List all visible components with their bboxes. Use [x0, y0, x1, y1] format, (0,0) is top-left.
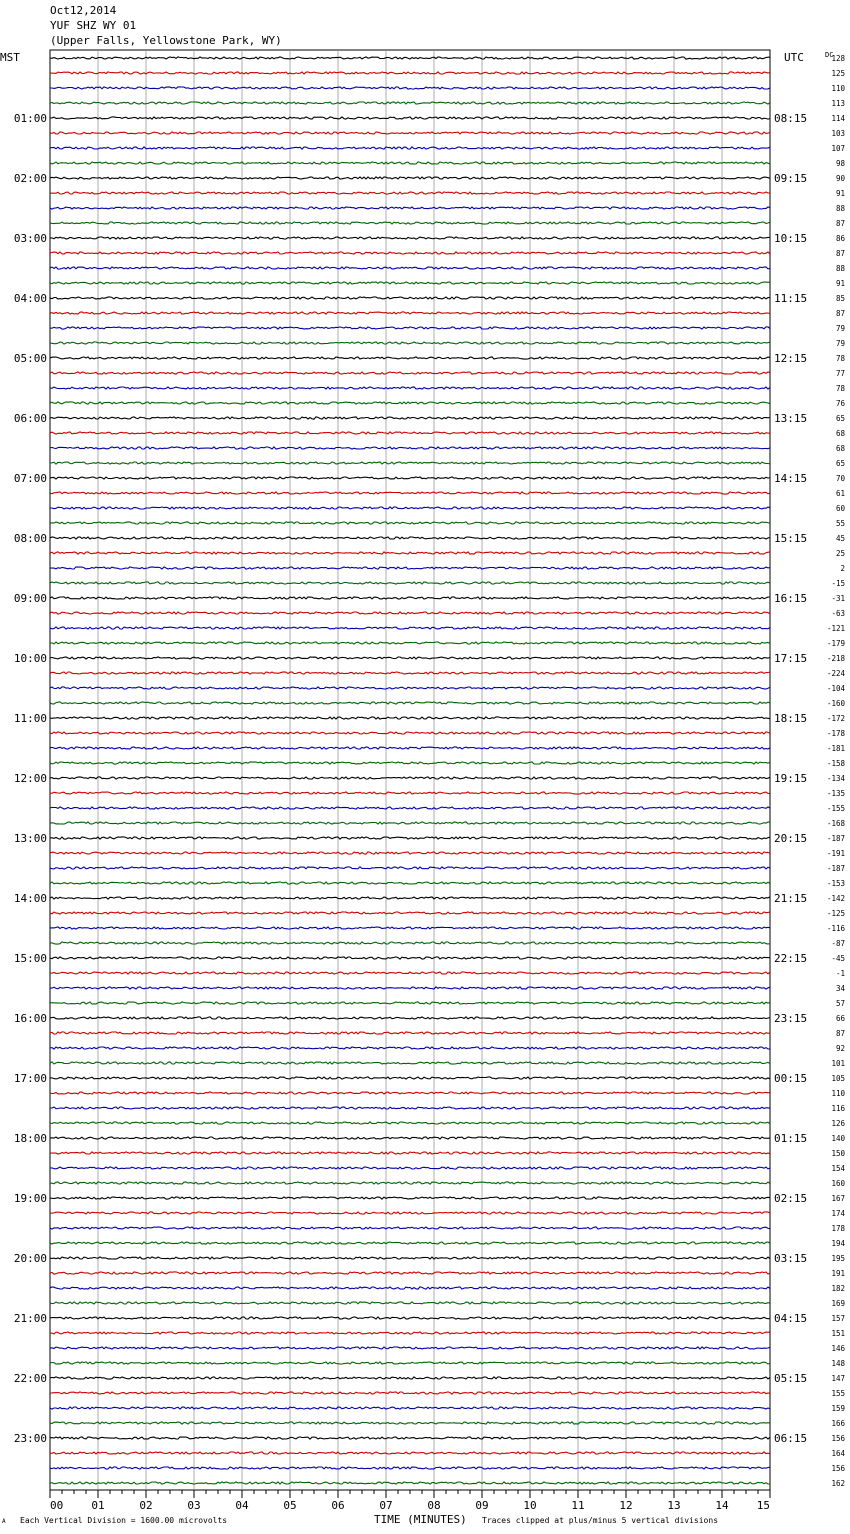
trace-line	[50, 372, 770, 374]
x-tick-label: 00	[50, 1499, 64, 1512]
trace-line	[50, 612, 770, 614]
x-axis-title: TIME (MINUTES)	[374, 1513, 467, 1526]
trace-line	[50, 207, 770, 209]
dc-offset-label: -191	[826, 849, 845, 858]
dc-offset-label: 45	[835, 534, 845, 543]
dc-offset-label: -178	[826, 729, 845, 738]
left-hour-label: 23:00	[13, 1432, 47, 1445]
trace-line	[50, 1047, 770, 1049]
plot-frame	[50, 50, 770, 1490]
trace-line	[50, 1167, 770, 1169]
trace-line	[50, 867, 770, 869]
left-hour-label: 22:00	[13, 1372, 47, 1385]
dc-offset-label: -31	[831, 594, 845, 603]
dc-offset-label: 166	[831, 1419, 845, 1428]
trace-line	[50, 1092, 770, 1094]
dc-offset-label: 155	[831, 1389, 845, 1398]
dc-offset-label: 91	[835, 279, 845, 288]
dc-offset-label: 68	[835, 429, 845, 438]
left-hour-label: 05:00	[13, 352, 47, 365]
trace-line	[50, 777, 770, 779]
dc-offset-label: 110	[831, 84, 845, 93]
x-tick-label: 08	[427, 1499, 441, 1512]
trace-line	[50, 597, 770, 599]
trace-line	[50, 432, 770, 434]
trace-line	[50, 1287, 770, 1289]
dc-offset-label: 164	[831, 1449, 845, 1458]
dc-offset-label: 160	[831, 1179, 845, 1188]
left-hour-label: 08:00	[13, 532, 47, 545]
left-hour-label: 15:00	[13, 952, 47, 965]
x-tick-label: 04	[235, 1499, 249, 1512]
right-hour-label: 05:15	[774, 1372, 808, 1385]
trace-line	[50, 342, 770, 344]
right-hour-label: 21:15	[774, 892, 808, 905]
trace-line	[50, 282, 770, 284]
left-hour-label: 19:00	[13, 1192, 47, 1205]
dc-offset-label: -15	[831, 579, 845, 588]
header-location: (Upper Falls, Yellowstone Park, WY)	[50, 34, 282, 47]
dc-offset-label: 86	[835, 234, 845, 243]
trace-line	[50, 1197, 770, 1199]
trace-line	[50, 762, 770, 764]
left-hour-label: 16:00	[13, 1012, 47, 1025]
dc-offset-label: 88	[835, 204, 845, 213]
trace-line	[50, 912, 770, 914]
dc-offset-label: -45	[831, 954, 845, 963]
dc-offset-label: 77	[835, 369, 845, 378]
right-hour-label: 11:15	[774, 292, 808, 305]
dc-offset-label: 57	[835, 999, 845, 1008]
dc-offset-label: -116	[826, 924, 845, 933]
dc-offset-label: 87	[835, 1029, 845, 1038]
dc-offset-label: -1	[835, 969, 845, 978]
trace-line	[50, 537, 770, 539]
left-hour-label: 02:00	[13, 172, 47, 185]
trace-line	[50, 927, 770, 929]
trace-line	[50, 837, 770, 839]
left-hour-label: 06:00	[13, 412, 47, 425]
dc-offset-label: 116	[831, 1104, 845, 1113]
x-tick-label: 09	[475, 1499, 489, 1512]
dc-offset-label: -87	[831, 939, 845, 948]
trace-line	[50, 1317, 770, 1319]
trace-line	[50, 447, 770, 449]
trace-line	[50, 312, 770, 314]
trace-line	[50, 1077, 770, 1079]
dc-offset-label: -218	[826, 654, 845, 663]
dc-offset-label: 194	[831, 1239, 845, 1248]
left-hour-label: 03:00	[13, 232, 47, 245]
trace-line	[50, 687, 770, 689]
left-hour-label: 10:00	[13, 652, 47, 665]
header-station: YUF SHZ WY 01	[50, 19, 137, 32]
dc-offset-label: 154	[831, 1164, 845, 1173]
dc-offset-label: 128	[831, 54, 845, 63]
x-tick-label: 03	[187, 1499, 201, 1512]
dc-offset-label: 2	[840, 564, 845, 573]
dc-offset-label: -134	[826, 774, 845, 783]
trace-line	[50, 852, 770, 854]
dc-offset-label: 182	[831, 1284, 845, 1293]
trace-line	[50, 717, 770, 719]
dc-offset-label: -187	[826, 834, 845, 843]
trace-line	[50, 87, 770, 89]
right-hour-label: 15:15	[774, 532, 808, 545]
trace-line	[50, 1347, 770, 1349]
dc-offset-label: 70	[835, 474, 845, 483]
trace-line	[50, 1242, 770, 1244]
left-hour-label: 20:00	[13, 1252, 47, 1265]
trace-line	[50, 477, 770, 479]
trace-line	[50, 1332, 770, 1334]
trace-line	[50, 327, 770, 329]
trace-line	[50, 147, 770, 149]
trace-line	[50, 747, 770, 749]
dc-offset-label: 150	[831, 1149, 845, 1158]
trace-line	[50, 417, 770, 419]
x-tick-label: 10	[523, 1499, 537, 1512]
dc-offset-label: 78	[835, 384, 845, 393]
mst-label: MST	[0, 51, 20, 64]
trace-line	[50, 1212, 770, 1214]
trace-line	[50, 1482, 770, 1484]
trace-line	[50, 567, 770, 569]
trace-line	[50, 1437, 770, 1439]
dc-offset-label: 113	[831, 99, 845, 108]
dc-offset-label: -168	[826, 819, 845, 828]
dc-offset-label: 98	[835, 159, 845, 168]
dc-offset-label: -142	[826, 894, 845, 903]
right-hour-label: 09:15	[774, 172, 808, 185]
scale-note: Each Vertical Division = 1600.00 microvolts	[20, 1516, 228, 1525]
trace-line	[50, 552, 770, 554]
x-tick-label: 05	[283, 1499, 297, 1512]
trace-line	[50, 1257, 770, 1259]
trace-line	[50, 297, 770, 299]
left-hour-label: 01:00	[13, 112, 47, 125]
x-tick-label: 15	[756, 1499, 770, 1512]
dc-offset-label: 191	[831, 1269, 845, 1278]
trace-line	[50, 807, 770, 809]
trace-line	[50, 132, 770, 134]
trace-line	[50, 402, 770, 404]
trace-line	[50, 192, 770, 194]
trace-line	[50, 1422, 770, 1424]
trace-line	[50, 1362, 770, 1364]
trace-line	[50, 897, 770, 899]
dc-offset-label: 147	[831, 1374, 845, 1383]
trace-line	[50, 1182, 770, 1184]
dc-offset-label: 125	[831, 69, 845, 78]
x-tick-label: 07	[379, 1499, 393, 1512]
dc-offset-label: -158	[826, 759, 845, 768]
left-hour-label: 14:00	[13, 892, 47, 905]
trace-line	[50, 1122, 770, 1124]
right-hour-label: 14:15	[774, 472, 808, 485]
dc-offset-label: 90	[835, 174, 845, 183]
trace-line	[50, 252, 770, 254]
dc-offset-label: 105	[831, 1074, 845, 1083]
dc-offset-label: -179	[826, 639, 845, 648]
trace-line	[50, 492, 770, 494]
dc-offset-label: 65	[835, 414, 845, 423]
dc-offset-label: 85	[835, 294, 845, 303]
x-tick-label: 02	[139, 1499, 153, 1512]
dc-offset-label: -172	[826, 714, 845, 723]
dc-offset-label: 88	[835, 264, 845, 273]
dc-offset-label: 195	[831, 1254, 845, 1263]
trace-line	[50, 507, 770, 509]
trace-line	[50, 822, 770, 824]
dc-offset-label: 159	[831, 1404, 845, 1413]
trace-line	[50, 162, 770, 164]
dc-offset-label: 87	[835, 249, 845, 258]
dc-offset-label: 146	[831, 1344, 845, 1353]
dc-offset-label: 34	[835, 984, 845, 993]
dc-offset-label: 87	[835, 219, 845, 228]
x-tick-label: 12	[619, 1499, 633, 1512]
left-hour-label: 18:00	[13, 1132, 47, 1145]
dc-offset-label: 91	[835, 189, 845, 198]
dc-offset-label: 101	[831, 1059, 845, 1068]
dc-offset-label: -63	[831, 609, 845, 618]
left-hour-label: 17:00	[13, 1072, 47, 1085]
left-hour-label: 12:00	[13, 772, 47, 785]
trace-line	[50, 267, 770, 269]
right-hour-label: 01:15	[774, 1132, 808, 1145]
trace-line	[50, 1152, 770, 1154]
right-hour-label: 06:15	[774, 1432, 808, 1445]
dc-offset-label: 66	[835, 1014, 845, 1023]
dc-offset-label: 156	[831, 1434, 845, 1443]
trace-line	[50, 957, 770, 959]
trace-line	[50, 657, 770, 659]
dc-offset-label: 148	[831, 1359, 845, 1368]
trace-line	[50, 1452, 770, 1454]
trace-line	[50, 1227, 770, 1229]
dc-offset-label: -125	[826, 909, 845, 918]
trace-line	[50, 942, 770, 944]
dc-offset-label: 126	[831, 1119, 845, 1128]
x-tick-label: 06	[331, 1499, 345, 1512]
trace-line	[50, 702, 770, 704]
trace-line	[50, 1002, 770, 1004]
dc-offset-label: 61	[835, 489, 845, 498]
trace-line	[50, 582, 770, 584]
dc-offset-label: -155	[826, 804, 845, 813]
dc-offset-label: 92	[835, 1044, 845, 1053]
trace-line	[50, 1062, 770, 1064]
right-hour-label: 18:15	[774, 712, 808, 725]
trace-line	[50, 462, 770, 464]
dc-offset-label: -224	[826, 669, 845, 678]
left-hour-label: 13:00	[13, 832, 47, 845]
dc-offset-label: 55	[835, 519, 845, 528]
right-hour-label: 08:15	[774, 112, 808, 125]
dc-offset-label: 79	[835, 339, 845, 348]
dc-offset-label: 87	[835, 309, 845, 318]
trace-line	[50, 357, 770, 359]
dc-offset-label: 25	[835, 549, 845, 558]
dc-offset-label: 157	[831, 1314, 845, 1323]
trace-line	[50, 1137, 770, 1139]
dc-offset-label: 68	[835, 444, 845, 453]
trace-line	[50, 732, 770, 734]
dc-offset-label: 114	[831, 114, 845, 123]
dc-offset-label: 60	[835, 504, 845, 513]
right-hour-label: 19:15	[774, 772, 808, 785]
trace-line	[50, 882, 770, 884]
dc-offset-label: -153	[826, 879, 845, 888]
dc-offset-label: 151	[831, 1329, 845, 1338]
trace-line	[50, 1107, 770, 1109]
dc-label: DC	[825, 51, 834, 59]
trace-line	[50, 57, 770, 59]
dc-offset-label: 76	[835, 399, 845, 408]
dc-offset-label: 65	[835, 459, 845, 468]
trace-line	[50, 1392, 770, 1394]
dc-offset-label: 107	[831, 144, 845, 153]
dc-offset-label: 162	[831, 1479, 845, 1488]
left-hour-label: 21:00	[13, 1312, 47, 1325]
dc-offset-label: 110	[831, 1089, 845, 1098]
dc-offset-label: 79	[835, 324, 845, 333]
trace-line	[50, 102, 770, 104]
dc-offset-label: 167	[831, 1194, 845, 1203]
dc-offset-label: -181	[826, 744, 845, 753]
left-hour-label: 11:00	[13, 712, 47, 725]
trace-line	[50, 522, 770, 524]
left-hour-label: 04:00	[13, 292, 47, 305]
right-hour-label: 02:15	[774, 1192, 808, 1205]
clip-note: Traces clipped at plus/minus 5 vertical divisions	[482, 1516, 719, 1525]
right-hour-label: 20:15	[774, 832, 808, 845]
trace-line	[50, 72, 770, 74]
right-hour-label: 13:15	[774, 412, 808, 425]
trace-line	[50, 1407, 770, 1409]
dc-offset-label: 103	[831, 129, 845, 138]
trace-line	[50, 972, 770, 974]
right-hour-label: 16:15	[774, 592, 808, 605]
dc-offset-label: -121	[826, 624, 845, 633]
trace-line	[50, 1377, 770, 1379]
trace-line	[50, 1272, 770, 1274]
x-tick-label: 14	[715, 1499, 729, 1512]
trace-line	[50, 792, 770, 794]
right-hour-label: 03:15	[774, 1252, 808, 1265]
trace-line	[50, 1302, 770, 1304]
dc-offset-label: -135	[826, 789, 845, 798]
trace-line	[50, 627, 770, 629]
dc-offset-label: -104	[826, 684, 845, 693]
dc-offset-label: -160	[826, 699, 845, 708]
trace-line	[50, 672, 770, 674]
trace-line	[50, 237, 770, 239]
dc-offset-label: -187	[826, 864, 845, 873]
right-hour-label: 23:15	[774, 1012, 808, 1025]
trace-line	[50, 1467, 770, 1469]
dc-offset-label: 169	[831, 1299, 845, 1308]
utc-label: UTC	[784, 51, 804, 64]
left-hour-label: 09:00	[13, 592, 47, 605]
footer-mark: A	[2, 1518, 6, 1525]
dc-offset-label: 178	[831, 1224, 845, 1233]
dc-offset-label: 156	[831, 1464, 845, 1473]
dc-offset-label: 78	[835, 354, 845, 363]
x-tick-label: 11	[571, 1499, 585, 1512]
dc-offset-label: 174	[831, 1209, 845, 1218]
trace-line	[50, 117, 770, 119]
x-tick-label: 13	[667, 1499, 681, 1512]
right-hour-label: 17:15	[774, 652, 808, 665]
right-hour-label: 12:15	[774, 352, 808, 365]
right-hour-label: 22:15	[774, 952, 808, 965]
left-hour-label: 07:00	[13, 472, 47, 485]
header-date: Oct12,2014	[50, 4, 117, 17]
trace-line	[50, 1017, 770, 1019]
trace-line	[50, 387, 770, 389]
trace-line	[50, 1032, 770, 1034]
trace-line	[50, 642, 770, 644]
right-hour-label: 00:15	[774, 1072, 808, 1085]
trace-line	[50, 987, 770, 989]
right-hour-label: 04:15	[774, 1312, 808, 1325]
trace-line	[50, 177, 770, 179]
dc-offset-label: 140	[831, 1134, 845, 1143]
right-hour-label: 10:15	[774, 232, 808, 245]
trace-line	[50, 222, 770, 224]
x-tick-label: 01	[91, 1499, 105, 1512]
